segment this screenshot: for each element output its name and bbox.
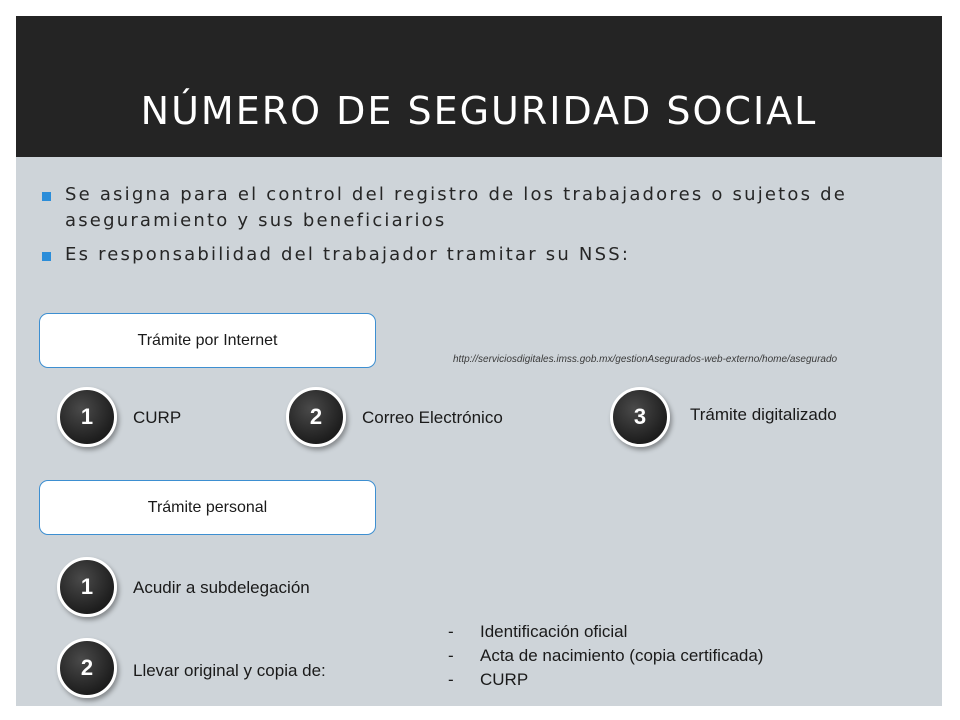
required-documents-list [448, 620, 763, 692]
internet-procedure-header [39, 313, 376, 368]
step-label-email: Correo Electrónico [362, 408, 503, 427]
step-number-badge [57, 557, 117, 617]
personal-procedure-label: Trámite personal [147, 498, 268, 516]
dash-marker: - [448, 646, 454, 665]
square-bullet-icon [42, 252, 51, 261]
step-number: 3 [633, 404, 647, 429]
internet-procedure-label: Trámite por Internet [137, 331, 278, 349]
personal-procedure-header [39, 480, 376, 535]
document-label: Identificación oficial [480, 622, 628, 641]
step-label-curp: CURP [133, 408, 182, 427]
bullet-text: Se asigna para el control del registro de los trabajadores o sujetos de aseguramiento y sus beneficiarios [65, 184, 848, 231]
dash-marker: - [448, 622, 454, 641]
document-label: CURP [480, 670, 529, 689]
list-item [448, 620, 763, 644]
dash-marker: - [448, 670, 454, 689]
step-number: 2 [309, 404, 323, 429]
title-bar [16, 16, 942, 157]
document-label: Acta de nacimiento (copia certificada) [480, 646, 764, 665]
list-item [448, 644, 763, 668]
bullet-text: Es responsabilidad del trabajador tramitar su NSS: [65, 244, 631, 265]
slide-title: NÚMERO DE SEGURIDAD SOCIAL [140, 89, 818, 133]
step-label-documents: Llevar original y copia de: [133, 661, 326, 680]
step-number-badge [57, 387, 117, 447]
bullet-item [40, 182, 930, 234]
list-item [448, 668, 763, 692]
step-label-digitalized: Trámite digitalizado [690, 405, 837, 424]
step-label-subdelegation: Acudir a subdelegación [133, 578, 310, 597]
imss-url-link[interactable]: http://serviciosdigitales.imss.gob.mx/gestionAsegurados-web-externo/home/asegurado [453, 354, 838, 365]
step-number-badge [57, 638, 117, 698]
square-bullet-icon [42, 192, 51, 201]
step-number: 1 [80, 404, 94, 429]
bullet-list [40, 182, 930, 276]
step-number: 2 [80, 655, 94, 680]
step-number-badge [610, 387, 670, 447]
bullet-item [40, 242, 930, 268]
step-number: 1 [80, 574, 94, 599]
step-number-badge [286, 387, 346, 447]
